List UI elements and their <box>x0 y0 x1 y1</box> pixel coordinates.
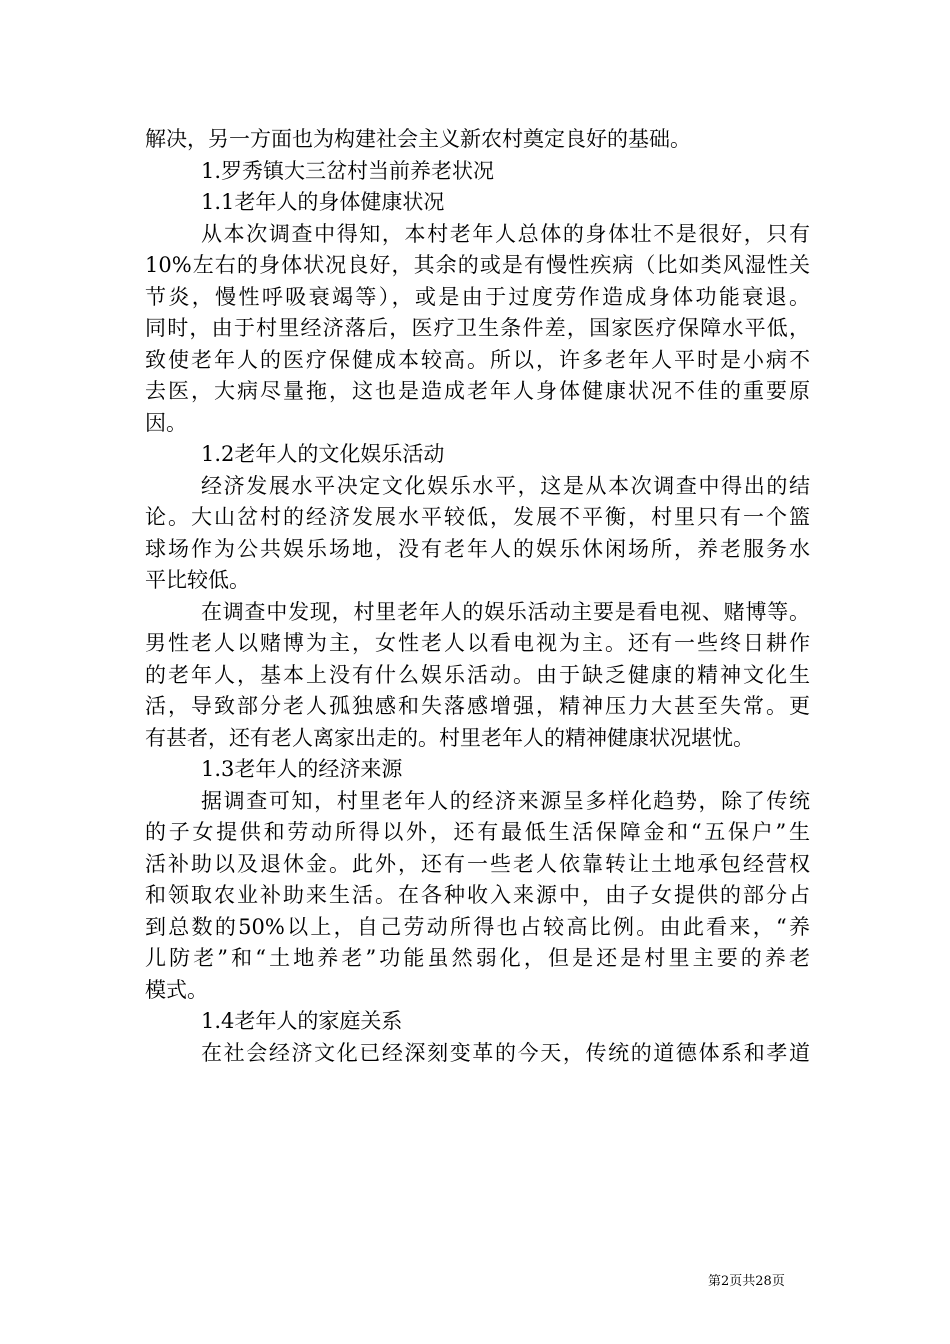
text-line: 在社会经济文化已经深刻变革的今天，传统的道德体系和孝道 <box>201 1040 810 1065</box>
text-line: 活，导致部分老人孤独感和失落感增强，精神压力大甚至失常。更 <box>145 694 810 718</box>
text-line: 活补助以及退休金。此外，还有一些老人依靠转让土地承包经营权 <box>145 851 810 876</box>
text-line: 1.1老年人的身体健康状况 <box>201 190 445 214</box>
text-line: 儿防老”和“土地养老”功能虽然弱化，但是还是村里主要的养老 <box>145 946 810 970</box>
text-line: 和领取农业补助来生活。在各种收入来源中，由子女提供的部分占 <box>145 883 810 907</box>
page-number: 第2页共28页 <box>708 1274 785 1289</box>
text-line: 据调查可知，村里老年人的经济来源呈多样化趋势，除了传统 <box>201 788 810 813</box>
text-line: 1.3老年人的经济来源 <box>201 757 403 781</box>
text-line: 到总数的50%以上，自己劳动所得也占较高比例。由此看来，“养 <box>145 914 810 939</box>
document-body <box>145 124 810 1069</box>
text-line: 10%左右的身体状况良好，其余的或是有慢性疾病（比如类风湿性关 <box>145 253 810 277</box>
text-line: 经济发展水平决定文化娱乐水平，这是从本次调查中得出的结 <box>201 473 810 498</box>
text-line: 1.2老年人的文化娱乐活动 <box>201 442 445 466</box>
text-line: 平比较低。 <box>145 568 250 592</box>
text-line: 去医，大病尽量拖，这也是造成老年人身体健康状况不佳的重要原 <box>145 379 810 403</box>
text-line: 在调查中发现，村里老年人的娱乐活动主要是看电视、赌博等。 <box>201 599 810 624</box>
text-line: 同时，由于村里经济落后，医疗卫生条件差，国家医疗保障水平低， <box>145 316 810 340</box>
text-line: 从本次调查中得知，本村老年人总体的身体壮不是很好，只有 <box>201 221 810 246</box>
text-line: 的子女提供和劳动所得以外，还有最低生活保障金和“五保户”生 <box>145 820 810 844</box>
text-line: 论。大山岔村的经济发展水平较低，发展不平衡，村里只有一个篮 <box>145 505 810 529</box>
text-line: 有甚者，还有老人离家出走的。村里老年人的精神健康状况堪忧。 <box>145 725 754 750</box>
text-line: 节炎，慢性呼吸衰竭等），或是由于过度劳作造成身体功能衰退。 <box>145 284 810 309</box>
text-line: 解决，另一方面也为构建社会主义新农村奠定良好的基础。 <box>145 127 691 151</box>
text-line: 模式。 <box>145 977 208 1002</box>
text-line: 1.4老年人的家庭关系 <box>201 1009 403 1033</box>
text-line: 球场作为公共娱乐场地，没有老年人的娱乐休闲场所，养老服务水 <box>145 536 810 561</box>
text-line: 因。 <box>145 410 187 435</box>
text-line: 致使老年人的医疗保健成本较高。所以，许多老年人平时是小病不 <box>145 347 810 372</box>
text-line: 1.罗秀镇大三岔村当前养老状况 <box>201 158 495 183</box>
text-line: 男性老人以赌博为主，女性老人以看电视为主。还有一些终日耕作 <box>145 631 810 655</box>
text-line: 的老年人，基本上没有什么娱乐活动。由于缺乏健康的精神文化生 <box>145 662 810 687</box>
